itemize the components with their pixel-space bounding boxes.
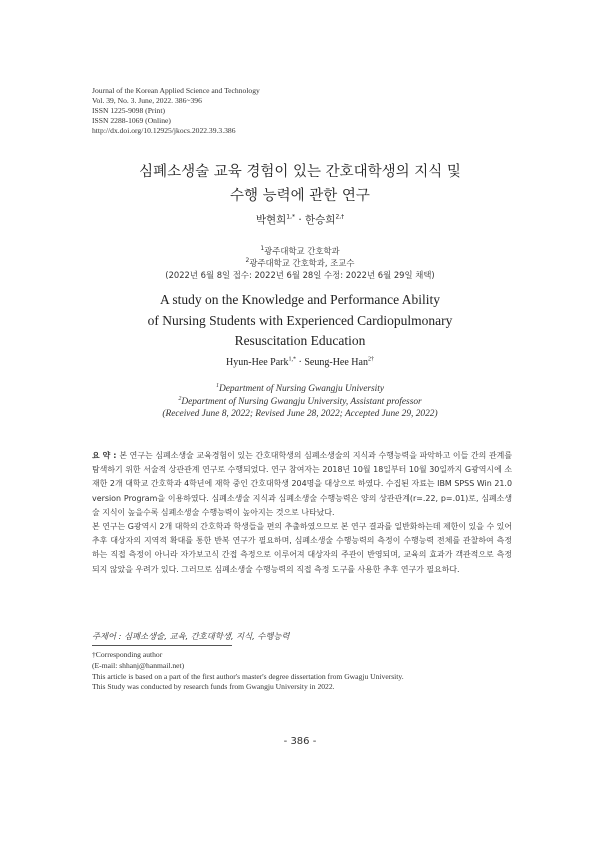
korean-affil2 — [60, 257, 540, 269]
english-affil2 — [60, 396, 540, 409]
english-author1: Hyun-Hee Park — [226, 357, 289, 368]
korean-dates: (2022년 6월 8일 접수: 2022년 6월 28일 수정: 2022년 6월 29일 채택) — [165, 270, 435, 280]
page-number: - 386 - — [283, 736, 317, 747]
korean-affil2-text: 광주대학교 간호학과, 조교수 — [249, 258, 355, 268]
journal-volume: Vol. 39, No. 3. June, 2022. 386~396 — [92, 96, 202, 106]
english-affil2-text: Department of Nursing Gwangju University, Assistant professor — [181, 396, 422, 407]
korean-authors — [60, 212, 540, 227]
issn-print: ISSN 1225-9098 (Print) — [92, 106, 165, 116]
korean-affiliations — [60, 245, 540, 281]
korean-affil2-sup: 2 — [245, 257, 250, 265]
english-author1-sup: 1,* — [288, 356, 297, 363]
footnote-funding: This Study was conducted by research funds from Gwangju University in 2022. — [92, 682, 335, 692]
english-title-line2: of Nursing Students with Experienced Cardiopulmonary — [147, 312, 453, 328]
korean-title — [60, 160, 540, 208]
korean-author-separator: · — [294, 214, 305, 226]
journal-name: Journal of the Korean Applied Science and Technology — [92, 86, 260, 95]
korean-affil1 — [60, 245, 540, 257]
footnote-email: (E-mail: shhanj@hanmail.net) — [92, 660, 185, 670]
journal-info — [92, 86, 260, 136]
english-affil1-sup: 1 — [215, 382, 219, 389]
english-author2: Seung-Hee Han — [304, 357, 368, 368]
korean-title-line2: 수행 능력에 관한 연구 — [230, 188, 370, 204]
korean-title-line1: 심폐소생술 교육 경험이 있는 간호대학생의 지식 및 — [139, 164, 461, 180]
abstract-para1-text: 본 연구는 심폐소생술 교육경험이 있는 간호대학생의 심폐소생술의 지식과 수행능력을 파악하고 이들 간의 관계를 탐색하기 위한 서술적 상관관계 연구로 수행되었다. 연구 참여자는 2018년 10월 18일부터 10월 30일까지 G광역시에 소재한 2개 대학교 간호학과 4학년에 재학 중인 간호대학생 204명을 대상으로 하였다. 수집된 자료는 IBM SPSS Win 21.0 version Program을 이용하였다. 심폐소생술 지식과 심폐소생술 수행능력은 양의 상관관계(r=.22, p=.01)로, 심폐소생술 지식이 높을수록 심폐소생술 수행능력이 높아지는 것으로 나타났다. — [92, 451, 512, 517]
english-title — [60, 290, 540, 352]
footnote-corresponding: †Corresponding author — [92, 650, 163, 659]
english-author2-sup: 2† — [367, 356, 374, 363]
english-affil1-text: Department of Nursing Gwangju University — [218, 384, 385, 394]
footnote-dissertation: This article is based on a part of the first author's master's degree dissertation from Gwagju University. — [92, 671, 404, 681]
english-affil2-sup: 2 — [178, 395, 182, 402]
issn-online: ISSN 2288-1069 (Online) — [92, 116, 171, 126]
korean-author2: 한승희 — [305, 214, 336, 226]
english-affil1 — [60, 383, 540, 396]
korean-affil1-sup: 1 — [260, 245, 265, 253]
english-authors — [60, 357, 540, 368]
english-dates: (Received June 8, 2022; Revised June 28, 2022; Accepted June 29, 2022) — [162, 409, 438, 420]
abstract-para2: 본 연구는 G광역시 2개 대학의 간호학과 학생들을 편의 추출하였으므로 본 연구 결과를 일반화하는데 제한이 있을 수 있어 추후 대상자의 지역적 확대를 통한 반복 연구가 필요하며, 심폐소생술 수행능력의 측정이 수행능력 전체를 관찰하여 측정하는 직접 측정이 아니라 자가보고식 간접 측정으로 이루어져 대상자의 주관이 반영되며, 교육의 효과가 객관적으로 측정되지 않았을 우려가 있다. 그러므로 심폐소생술 수행능력의 직접 측정 도구를 사용한 추후 연구가 필요하다. — [92, 522, 512, 574]
korean-author1-sup: 1,* — [286, 213, 295, 221]
korean-author1: 박현희 — [255, 214, 287, 226]
abstract — [92, 449, 512, 577]
english-affiliations — [60, 383, 540, 421]
english-title-line3: Resuscitation Education — [234, 333, 366, 348]
footnotes — [92, 650, 404, 693]
doi-link[interactable]: http://dx.doi.org/10.12925/jkocs.2022.39.3.386 — [92, 126, 236, 136]
footnote-divider — [92, 645, 232, 646]
english-title-line1: A study on the Knowledge and Performance Ability — [159, 292, 441, 307]
english-author-separator: · — [296, 357, 305, 368]
abstract-para1 — [92, 449, 512, 520]
abstract-lead: 요 약 : — [92, 451, 120, 460]
korean-author2-sup: 2,† — [335, 213, 345, 221]
keywords: 주제어 : 심폐소생술, 교육, 간호대학생, 지식, 수행능력 — [92, 631, 290, 641]
korean-affil1-text: 광주대학교 간호학과 — [264, 246, 340, 256]
